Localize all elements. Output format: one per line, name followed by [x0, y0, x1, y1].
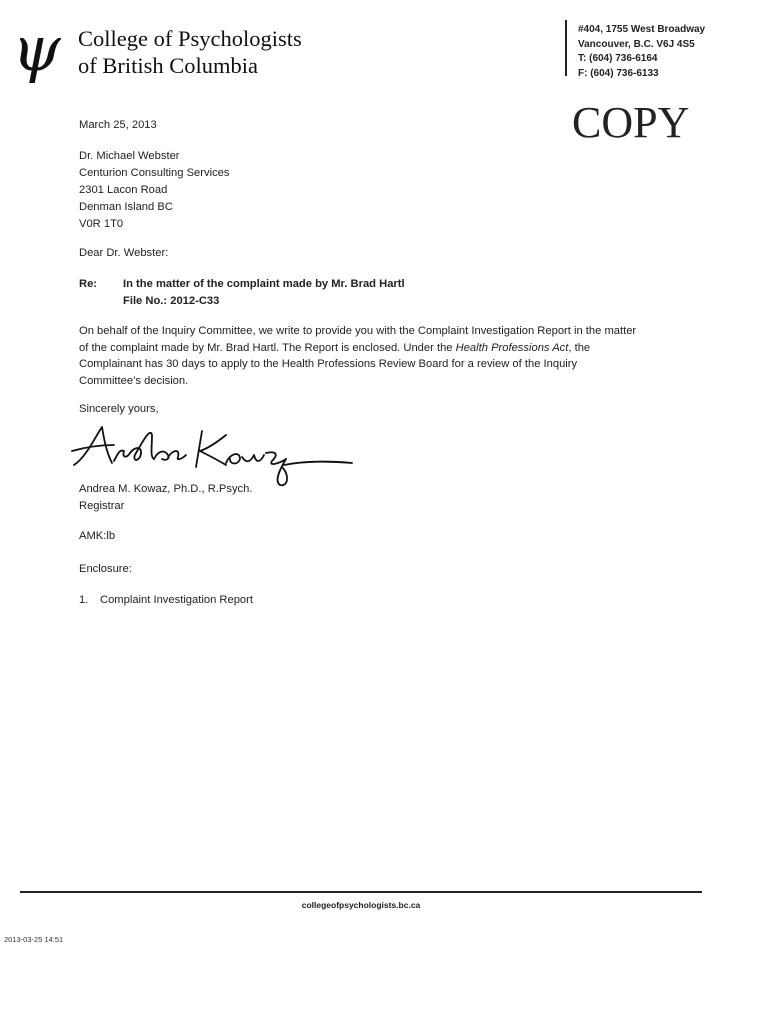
re-subject-line: In the matter of the complaint made by Mr. Brad Hartl [123, 278, 405, 290]
reference-initials: AMK:lb [79, 530, 116, 542]
college-logo-psi: ψ [12, 12, 61, 85]
address-line: T: (604) 736-6164 [578, 53, 658, 64]
salutation: Dear Dr. Webster: [79, 247, 169, 259]
enclosure-number: 1. [79, 594, 89, 606]
enclosure-text: Complaint Investigation Report [100, 594, 253, 606]
re-label: Re: [79, 278, 98, 290]
recipient-line: 2301 Lacon Road [79, 184, 168, 196]
footer-website: collegeofpsychologists.bc.ca [301, 900, 421, 910]
letterhead-address [578, 23, 705, 81]
fax-timestamp: 2013-03-25 14:51 [4, 935, 64, 944]
recipient-line: Denman Island BC [79, 201, 173, 213]
organization-name-line1: College of Psychologists [78, 26, 302, 51]
recipient-line: V0R 1T0 [79, 218, 124, 230]
enclosure-item [79, 592, 253, 609]
signatory-title: Registrar [79, 500, 125, 512]
act-name: Health Professions Act [455, 341, 569, 354]
signatory [79, 481, 252, 515]
signatory-name: Andrea M. Kowaz, Ph.D., R.Psych. [79, 483, 253, 495]
organization-name [78, 25, 302, 79]
letter-date: March 25, 2013 [79, 119, 157, 131]
letter-body [79, 323, 639, 389]
organization-name-line2: of British Columbia [78, 53, 258, 78]
copy-stamp: COPY [572, 98, 690, 147]
re-file-number: File No.: 2012-C33 [123, 295, 220, 307]
address-divider [565, 20, 567, 76]
address-line: F: (604) 736-6133 [578, 67, 659, 79]
enclosure-label: Enclosure: [79, 563, 132, 575]
footer-divider [20, 891, 702, 893]
body-text: On behalf of the Inquiry Committee, we write to provide you with the Complaint Investigation Report in the matter of the complaint made by Mr. Brad Hartl. The Report is enclosed. Under the [79, 325, 637, 354]
re-subject [123, 276, 405, 310]
address-line: Vancouver, B.C. V6J 4S5 [578, 38, 695, 50]
closing: Sincerely yours, [79, 403, 159, 415]
recipient-address [79, 148, 230, 233]
recipient-line: Dr. Michael Webster [79, 150, 180, 162]
address-line: #404, 1755 West Broadway [578, 24, 706, 35]
recipient-line: Centurion Consulting Services [79, 167, 230, 179]
body-text: , the Complainant has 30 days to apply to the Health Professions Review Board for a review of the Inquiry Committee’s decision. [79, 341, 591, 387]
